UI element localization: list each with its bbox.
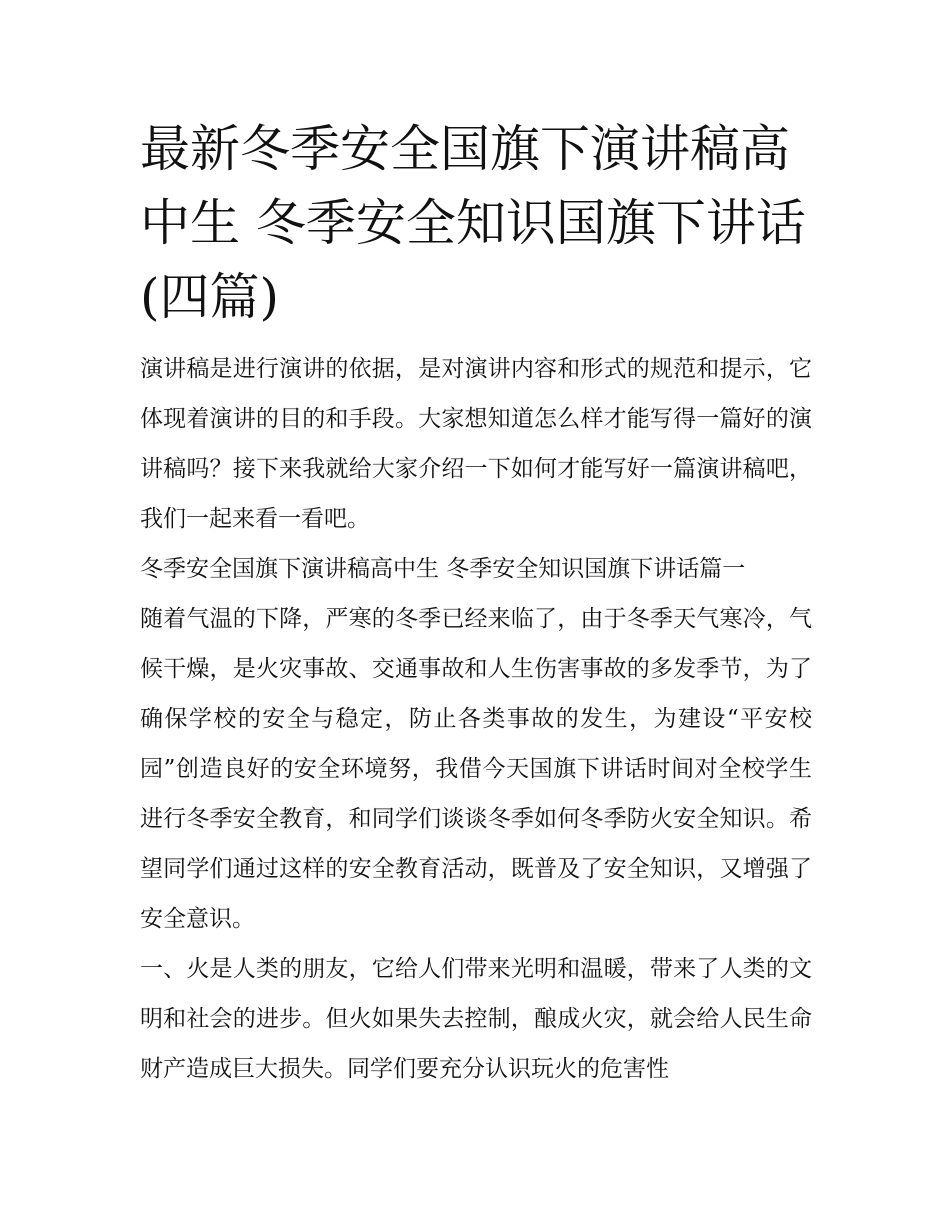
body-paragraph: 一、火是人类的朋友，它给人们带来光明和温暖，带来了人类的文明和社会的进步。但火如果失去控制，酿成火灾，就会给人民生命财产造成巨大损失。同学们要充分认识玩火的危害性 bbox=[140, 956, 812, 1082]
document-page bbox=[140, 112, 812, 1094]
section-heading: 冬季安全国旗下演讲稿高中生 冬季安全知识国旗下讲话篇一 bbox=[140, 556, 746, 582]
intro-paragraph: 演讲稿是进行演讲的依据，是对演讲内容和形式的规范和提示，它体现着演讲的目的和手段。大家想知道怎么样才能写得一篇好的演讲稿吗？接下来我就给大家介绍一下如何才能写好一篇演讲稿吧，我们一起来看一看吧。 bbox=[140, 356, 812, 532]
body-paragraph: 随着气温的下降，严寒的冬季已经来临了，由于冬季天气寒冷，气候干燥，是火灾事故、交通事故和人生伤害事故的多发季节，为了确保学校的安全与稳定，防止各类事故的发生，为建设“平安校园”创造良好的安全环境努，我借今天国旗下讲话时间对全校学生进行冬季安全教育，和同学们谈谈冬季如何冬季防火安全知识。希望同学们通过这样的安全教育活动，既普及了安全知识，又增强了安全意识。 bbox=[140, 606, 812, 932]
document-title: 最新冬季安全国旗下演讲稿高中生 冬季安全知识国旗下讲话(四篇) bbox=[140, 120, 806, 326]
